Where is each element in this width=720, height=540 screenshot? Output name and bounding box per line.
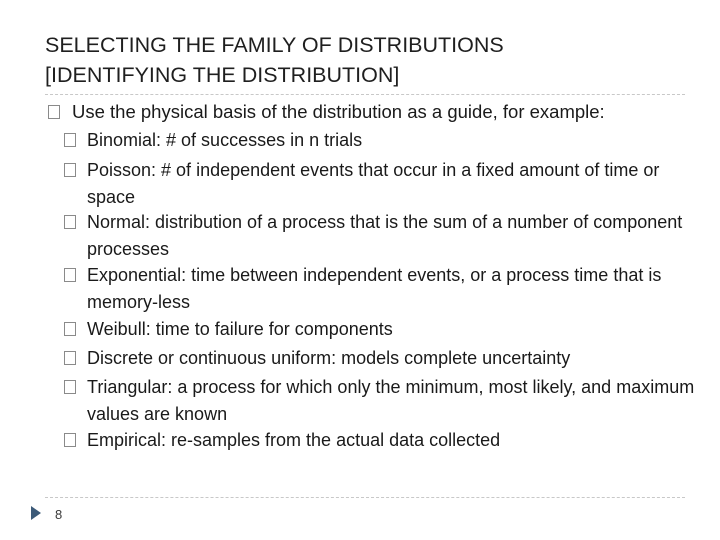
sub-bullet-weibull: [64, 316, 698, 343]
sub-bullet-uniform: [64, 345, 698, 372]
slide-title-line-1: SELECTING THE FAMILY OF DISTRIBUTIONS: [45, 33, 504, 57]
sub-bullet-text: Discrete or continuous uniform: models complete uncertainty: [87, 348, 571, 368]
sub-bullet-text: Triangular: a process for which only the minimum, most likely, and maximum values are known: [87, 377, 695, 424]
square-bullet-icon: [64, 322, 76, 336]
main-bullet: [48, 100, 698, 124]
square-bullet-icon: [64, 215, 76, 229]
slide-title-line-2: [IDENTIFYING THE DISTRIBUTION]: [45, 63, 400, 87]
sub-bullet-exponential: [64, 262, 698, 315]
footer-divider: [45, 497, 685, 498]
triangle-marker-icon: [31, 506, 41, 520]
square-bullet-icon: [48, 105, 60, 119]
sub-bullet-text: Normal: distribution of a process that is the sum of a number of component processes: [87, 212, 683, 259]
square-bullet-icon: [64, 268, 76, 282]
square-bullet-icon: [64, 163, 76, 177]
sub-bullet-binomial: [64, 127, 698, 154]
sub-bullet-triangular: [64, 374, 698, 427]
main-bullet-text: Use the physical basis of the distribution as a guide, for example:: [72, 101, 605, 122]
sub-bullet-poisson: [64, 157, 698, 210]
sub-bullet-text: Exponential: time between independent events, or a process time that is memory-less: [87, 265, 662, 312]
sub-bullet-text: Weibull: time to failure for components: [87, 319, 393, 339]
sub-bullet-empirical: [64, 427, 698, 454]
square-bullet-icon: [64, 351, 76, 365]
sub-bullet-text: Binomial: # of successes in n trials: [87, 130, 363, 150]
square-bullet-icon: [64, 380, 76, 394]
slide-title: [45, 30, 685, 90]
sub-bullet-text: Empirical: re-samples from the actual data collected: [87, 430, 501, 450]
sub-bullet-normal: [64, 209, 698, 262]
slide-number: 8: [55, 507, 63, 522]
title-divider: [45, 94, 685, 95]
square-bullet-icon: [64, 433, 76, 447]
sub-bullet-text: Poisson: # of independent events that occur in a fixed amount of time or space: [87, 160, 660, 207]
square-bullet-icon: [64, 133, 76, 147]
